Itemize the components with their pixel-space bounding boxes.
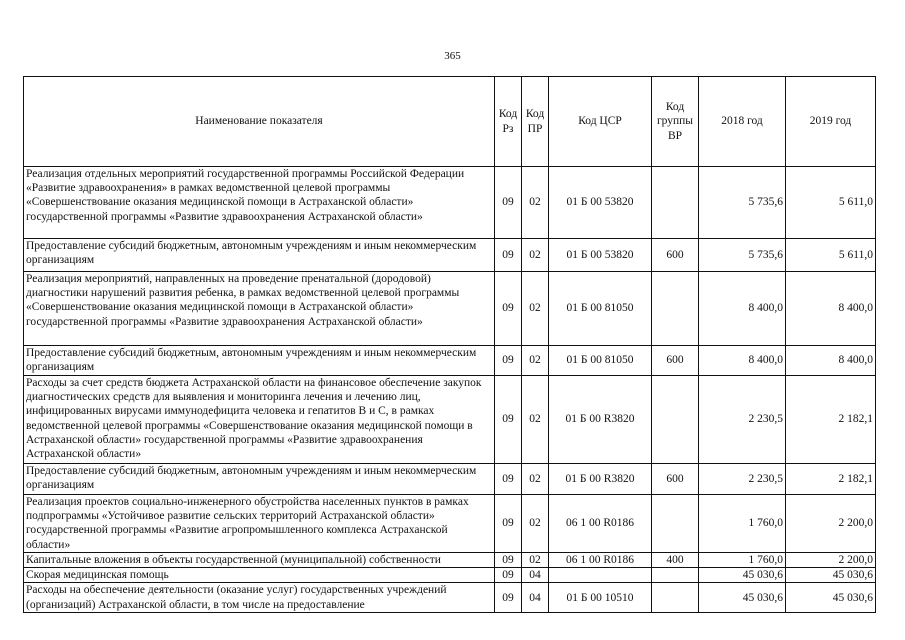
row-csr bbox=[549, 568, 652, 583]
row-2019: 8 400,0 bbox=[786, 346, 876, 376]
row-vr bbox=[652, 272, 699, 346]
row-2019: 2 182,1 bbox=[786, 464, 876, 495]
row-vr bbox=[652, 583, 699, 613]
budget-table bbox=[23, 76, 876, 613]
page-number: 365 bbox=[444, 50, 461, 62]
table-row bbox=[24, 464, 876, 495]
row-name: Расходы на обеспечение деятельности (оказание услуг) государственных учреждений (организаций) Астраханской области, в том числе на предоставление bbox=[24, 583, 495, 613]
row-vr: 400 bbox=[652, 553, 699, 568]
row-2019: 45 030,6 bbox=[786, 583, 876, 613]
row-2019: 5 611,0 bbox=[786, 239, 876, 272]
row-rz: 09 bbox=[495, 376, 522, 464]
table-row bbox=[24, 239, 876, 272]
row-rz: 09 bbox=[495, 553, 522, 568]
row-2019: 2 182,1 bbox=[786, 376, 876, 464]
row-pr: 02 bbox=[522, 495, 549, 553]
row-pr: 02 bbox=[522, 376, 549, 464]
header-2019: 2019 год bbox=[786, 77, 876, 167]
table-row bbox=[24, 346, 876, 376]
table-header-row bbox=[24, 77, 876, 167]
row-rz: 09 bbox=[495, 239, 522, 272]
row-vr bbox=[652, 167, 699, 239]
row-2019: 2 200,0 bbox=[786, 553, 876, 568]
row-2019: 45 030,6 bbox=[786, 568, 876, 583]
row-vr: 600 bbox=[652, 464, 699, 495]
row-csr: 01 Б 00 53820 bbox=[549, 239, 652, 272]
row-2018: 1 760,0 bbox=[699, 495, 786, 553]
row-pr: 02 bbox=[522, 167, 549, 239]
row-2019: 5 611,0 bbox=[786, 167, 876, 239]
row-pr: 02 bbox=[522, 346, 549, 376]
row-csr: 01 Б 00 R3820 bbox=[549, 376, 652, 464]
row-pr: 02 bbox=[522, 464, 549, 495]
row-vr bbox=[652, 376, 699, 464]
row-pr: 02 bbox=[522, 239, 549, 272]
row-rz: 09 bbox=[495, 495, 522, 553]
row-name: Скорая медицинская помощь bbox=[24, 568, 495, 583]
row-rz: 09 bbox=[495, 272, 522, 346]
row-vr: 600 bbox=[652, 346, 699, 376]
row-2019: 2 200,0 bbox=[786, 495, 876, 553]
row-2018: 8 400,0 bbox=[699, 346, 786, 376]
table-row bbox=[24, 495, 876, 553]
row-2019: 8 400,0 bbox=[786, 272, 876, 346]
table-row bbox=[24, 376, 876, 464]
table-row bbox=[24, 167, 876, 239]
row-rz: 09 bbox=[495, 167, 522, 239]
row-2018: 45 030,6 bbox=[699, 568, 786, 583]
row-csr: 06 1 00 R0186 bbox=[549, 495, 652, 553]
row-name: Реализация мероприятий, направленных на проведение пренатальной (дородовой) диагностики нарушений развития ребенка, в рамках ведомственной целевой программы «Совершенствование оказания медицинской помощи в Астраханской области» государственной программы «Развитие здравоохранения Астраханской области» bbox=[24, 272, 495, 346]
row-rz: 09 bbox=[495, 568, 522, 583]
row-name: Реализация проектов социально-инженерного обустройства населенных пунктов в рамках подпрограммы «Устойчивое развитие сельских территорий Астраханской области» государственной программы «Развитие агропромышленного комплекса Астраханской области» bbox=[24, 495, 495, 553]
row-pr: 04 bbox=[522, 583, 549, 613]
row-vr: 600 bbox=[652, 239, 699, 272]
row-rz: 09 bbox=[495, 583, 522, 613]
header-pr: Код ПР bbox=[522, 77, 549, 167]
row-name: Предоставление субсидий бюджетным, автономным учреждениям и иным некоммерческим организациям bbox=[24, 464, 495, 495]
row-vr bbox=[652, 568, 699, 583]
row-csr: 01 Б 00 53820 bbox=[549, 167, 652, 239]
table-row bbox=[24, 583, 876, 613]
row-pr: 02 bbox=[522, 553, 549, 568]
header-csr: Код ЦСР bbox=[549, 77, 652, 167]
row-name: Предоставление субсидий бюджетным, автономным учреждениям и иным некоммерческим организациям bbox=[24, 346, 495, 376]
header-name: Наименование показателя bbox=[24, 77, 495, 167]
row-pr: 02 bbox=[522, 272, 549, 346]
row-2018: 1 760,0 bbox=[699, 553, 786, 568]
table-row bbox=[24, 568, 876, 583]
table-row bbox=[24, 272, 876, 346]
row-csr: 01 Б 00 81050 bbox=[549, 346, 652, 376]
header-vr: Код группы ВР bbox=[652, 77, 699, 167]
row-2018: 5 735,6 bbox=[699, 167, 786, 239]
row-2018: 2 230,5 bbox=[699, 376, 786, 464]
row-2018: 45 030,6 bbox=[699, 583, 786, 613]
row-name: Расходы за счет средств бюджета Астраханской области на финансовое обеспечение закупок диагностических средств для выявления и мониторинга лечения и лечению лиц, инфицированных вирусами иммунодефицита человека и гепатитов В и С, в рамках ведомственной целевой программы «Совершенствование оказания медицинской помощи в Астраханской области» государственной программы «Развитие здравоохранения Астраханской области» bbox=[24, 376, 495, 464]
header-rz: Код Рз bbox=[495, 77, 522, 167]
row-rz: 09 bbox=[495, 346, 522, 376]
row-csr: 06 1 00 R0186 bbox=[549, 553, 652, 568]
header-2018: 2018 год bbox=[699, 77, 786, 167]
row-2018: 8 400,0 bbox=[699, 272, 786, 346]
row-name: Предоставление субсидий бюджетным, автономным учреждениям и иным некоммерческим организациям bbox=[24, 239, 495, 272]
row-vr bbox=[652, 495, 699, 553]
row-name: Реализация отдельных мероприятий государственной программы Российской Федерации «Развитие здравоохранения» в рамках ведомственной целевой программы «Совершенствование оказания медицинской помощи в Астраханской области» государственной программы «Развитие здравоохранения Астраханской области» bbox=[24, 167, 495, 239]
row-csr: 01 Б 00 10510 bbox=[549, 583, 652, 613]
row-2018: 2 230,5 bbox=[699, 464, 786, 495]
row-2018: 5 735,6 bbox=[699, 239, 786, 272]
row-pr: 04 bbox=[522, 568, 549, 583]
row-rz: 09 bbox=[495, 464, 522, 495]
row-csr: 01 Б 00 R3820 bbox=[549, 464, 652, 495]
row-csr: 01 Б 00 81050 bbox=[549, 272, 652, 346]
row-name: Капитальные вложения в объекты государственной (муниципальной) собственности bbox=[24, 553, 495, 568]
table-row bbox=[24, 553, 876, 568]
